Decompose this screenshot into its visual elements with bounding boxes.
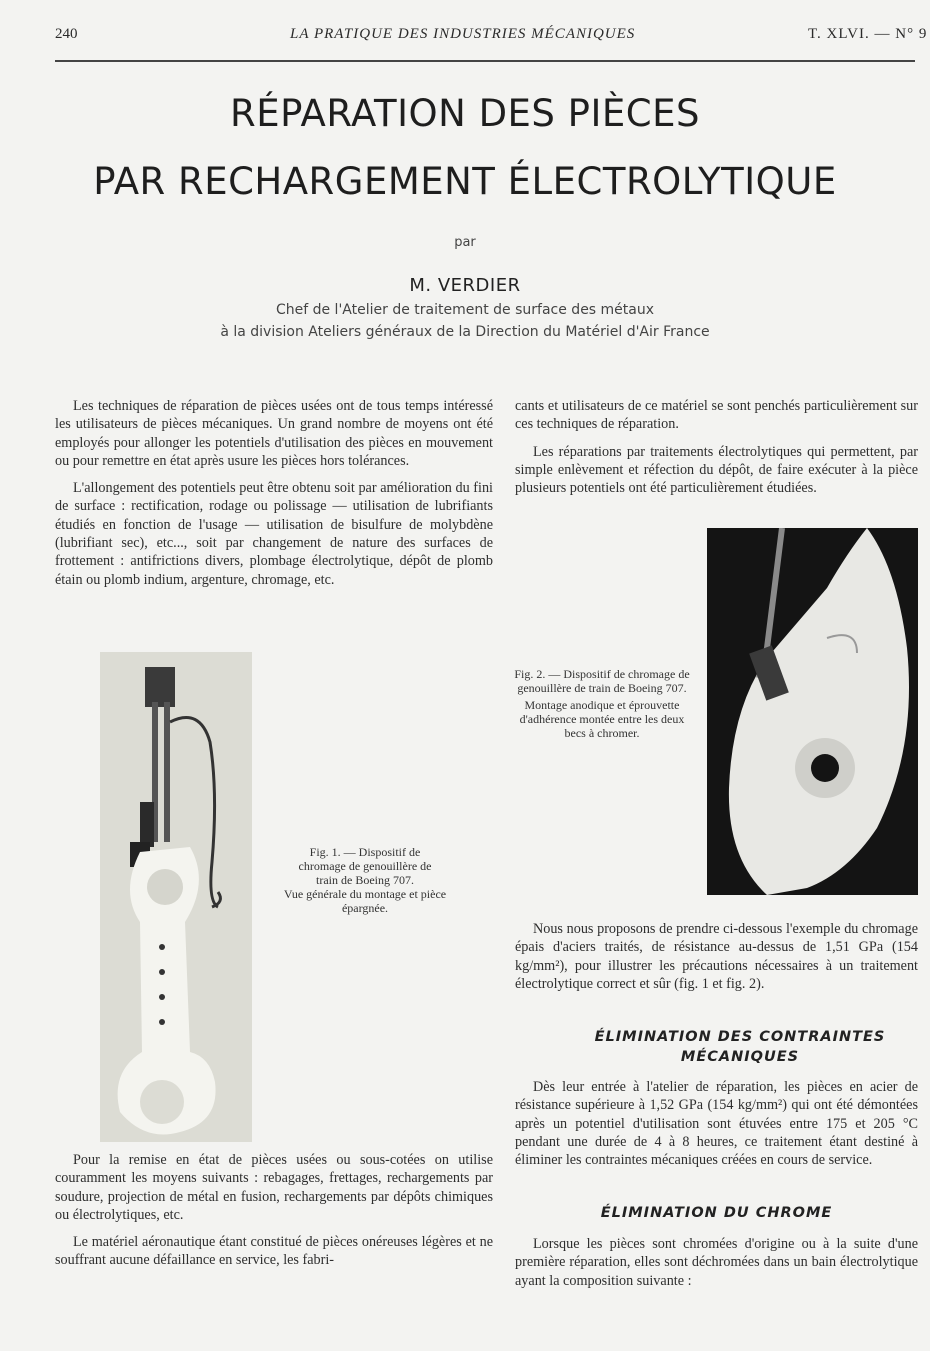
right-column-bottom xyxy=(515,920,918,1002)
figure-1-caption-title: Fig. 1. — Dispositif de chromage de genouillère de train de Boeing 707. xyxy=(298,845,432,887)
left-column-top xyxy=(55,397,493,598)
figure-2-caption-title: Fig. 2. — Dispositif de chromage de genouillère de train de Boeing 707. xyxy=(514,667,690,695)
section-heading-chrome: ÉLIMINATION DU CHROME xyxy=(600,1205,833,1221)
anodic-mount-illustration xyxy=(707,528,918,895)
author-affiliation-2: à la division Ateliers généraux de la Direction du Matériel d'Air France xyxy=(220,324,710,340)
paragraph: Nous nous proposons de prendre ci-dessous l'exemple du chromage épais d'aciers traités, de résistance au-dessus de 1,51 GPa (154 kg/mm²), pour illustrer les précautions nécessaires à un traitement électrolytique correct et sûr (fig. 1 et fig. 2). xyxy=(515,921,918,992)
paragraph: Pour la remise en état de pièces usées ou sous-cotées on utilise couramment les moyens suivants : rebagages, frettages, rechargements par soudure, projection de métal en fusion, rechargements par dépôts chimiques ou électrolytiques, etc. xyxy=(55,1152,493,1223)
article-title-line-1: RÉPARATION DES PIÈCES xyxy=(230,92,700,135)
figure-2-caption xyxy=(512,667,692,740)
paragraph: Lorsque les pièces sont chromées d'origine ou à la suite d'une première réparation, elles sont déchromées dans un bain électrolytique ayant la composition suivante : xyxy=(515,1236,918,1289)
figure-1-caption xyxy=(272,845,458,915)
paragraph: cants et utilisateurs de ce matériel se sont penchés particulièrement sur ces techniques de réparation. xyxy=(515,398,918,433)
figure-2-photo xyxy=(707,528,918,895)
paragraph: Le matériel aéronautique étant constitué de pièces onéreuses légères et ne souffrant aucune défaillance en service, les fabri- xyxy=(55,1234,493,1269)
right-column-section-2 xyxy=(515,1235,918,1299)
paragraph: Dès leur entrée à l'atelier de réparation, les pièces en acier de résistance supérieure à 1,52 GPa (154 kg/mm²) qui ont été démontées après un potentiel d'utilisation sont étuvées entre 175 et 205 °C pendant une durée de 4 à 8 heures, ce traitement étant destiné à éliminer les contraintes mécaniques créées en cours de service. xyxy=(515,1079,918,1169)
figure-1-photo xyxy=(100,652,252,1142)
author-affiliation-1: Chef de l'Atelier de traitement de surface des métaux xyxy=(275,302,655,318)
byline-par: par xyxy=(454,235,476,250)
section-heading-contraintes: ÉLIMINATION DES CONTRAINTES MÉCANIQUES xyxy=(594,1029,886,1065)
figure-1-caption-desc: Vue générale du montage et pièce épargnée. xyxy=(283,887,447,915)
page-number: 240 xyxy=(55,26,78,42)
paragraph: L'allongement des potentiels peut être obtenu soit par amélioration du fini de surface : rectification, rodage ou polissage — utilisation de lubrifiants étudiés en fonction de l'usage — utilisation de bisulfure de molybdène (lubrifiant sec), etc..., soit par changement de nature des surfaces de frottement : antifrictions divers, plombage électrolytique, dépôt de plomb étain ou plomb indium, argenture, chromage, etc. xyxy=(55,480,493,588)
right-column-section-1 xyxy=(515,1078,918,1178)
journal-title: LA PRATIQUE DES INDUSTRIES MÉCANIQUES xyxy=(290,26,636,42)
issue-number: T. XLVI. — N° 9 xyxy=(808,26,928,42)
paragraph: Les réparations par traitements électrolytiques qui permettent, par simple enlèvement et réfection du dépôt, de faire exécuter à la pièce plusieurs potentiels ont été particulièrement étudiées. xyxy=(515,443,918,497)
author-name: M. VERDIER xyxy=(409,275,521,296)
header-rule xyxy=(55,60,915,62)
paragraph: Les techniques de réparation de pièces usées ont de tous temps intéressé les utilisateurs de pièces mécaniques. Un grand nombre de moyens ont été employés pour allonger les potentiels d'utilisation des pièces en mouvement ou pour remettre en état après usure les pièces hors tolérances. xyxy=(55,398,493,469)
genouillere-mount-illustration xyxy=(100,652,252,1142)
article-title-line-2: PAR RECHARGEMENT ÉLECTROLYTIQUE xyxy=(93,160,837,203)
figure-2-caption-desc: Montage anodique et éprouvette d'adhérence montée entre les deux becs à chromer. xyxy=(519,698,685,740)
right-column-top xyxy=(515,397,918,506)
left-column-bottom xyxy=(55,1151,493,1279)
